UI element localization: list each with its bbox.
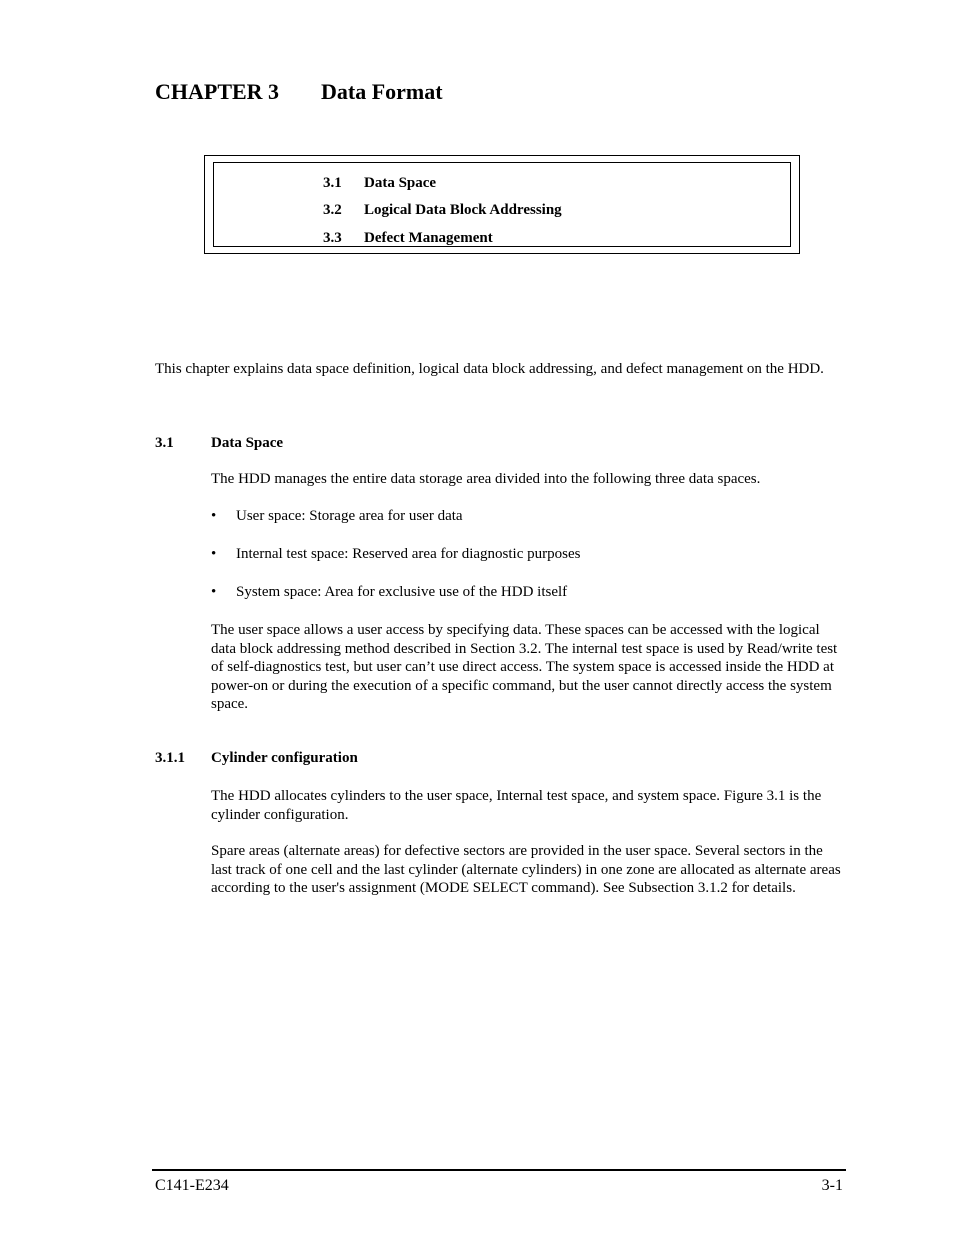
list-item-text: User space: Storage area for user data xyxy=(236,508,463,524)
subsection-title: Cylinder configuration xyxy=(211,750,358,766)
chapter-contents-box xyxy=(204,155,800,254)
bullet-marker: • xyxy=(211,508,217,524)
section-heading xyxy=(155,435,283,452)
toc-entry-title: Defect Management xyxy=(364,230,493,246)
toc-entry-number: 3.2 xyxy=(323,202,342,218)
list-item xyxy=(211,508,463,525)
list-item-text: System space: Area for exclusive use of the HDD itself xyxy=(236,584,568,600)
toc-entry xyxy=(323,230,493,247)
chapter-contents-inner-frame xyxy=(213,162,791,247)
chapter-heading xyxy=(155,79,443,105)
footer-document-id: C141-E234 xyxy=(155,1177,229,1194)
section-number: 3.1 xyxy=(155,435,174,451)
section-title: Data Space xyxy=(211,435,284,451)
bullet-marker: • xyxy=(211,546,217,562)
list-item-text: Internal test space: Reserved area for diagnostic purposes xyxy=(236,546,581,562)
list-item xyxy=(211,546,580,563)
toc-entry-number: 3.3 xyxy=(323,230,342,246)
footer-page-number: 3-1 xyxy=(821,1177,843,1194)
subsection-paragraph: The HDD allocates cylinders to the user space, Internal test space, and system space. Figure 3.1 is the cylinder configuration. xyxy=(211,788,822,823)
toc-entry-number: 3.1 xyxy=(323,175,342,191)
section-lead-paragraph: The HDD manages the entire data storage area divided into the following three data spaces. xyxy=(211,471,761,487)
subsection-number: 3.1.1 xyxy=(155,750,185,766)
toc-entry-title: Data Space xyxy=(364,175,437,191)
subsection-heading xyxy=(155,750,358,767)
intro-paragraph: This chapter explains data space definition, logical data block addressing, and defect management on the HDD. xyxy=(155,361,824,377)
toc-entry-title: Logical Data Block Addressing xyxy=(364,202,562,218)
list-item xyxy=(211,584,567,601)
bullet-marker: • xyxy=(211,584,217,600)
chapter-number: CHAPTER 3 xyxy=(155,79,280,104)
footer-divider xyxy=(152,1169,846,1171)
chapter-title: Data Format xyxy=(321,79,443,104)
section-body-paragraph: The user space allows a user access by specifying data. These spaces can be accessed with the logical data block addressing method described in Section 3.2. The internal test space is used by Read/write test of self-diagnostics test, but user can’t use direct access. The system space is accessed inside the HDD at power-on or during the execution of a specific command, but the user cannot directly access the system space. xyxy=(211,622,838,713)
subsection-paragraph: Spare areas (alternate areas) for defective sectors are provided in the user space. Several sectors in the last track of one cell and the last cylinder (alternate cylinders) in one zone are allocated as alternate areas according to the user's assignment (MODE SELECT command). See Subsection 3.1.2 for details. xyxy=(211,843,841,897)
toc-entry xyxy=(323,202,562,219)
toc-entry xyxy=(323,175,436,192)
